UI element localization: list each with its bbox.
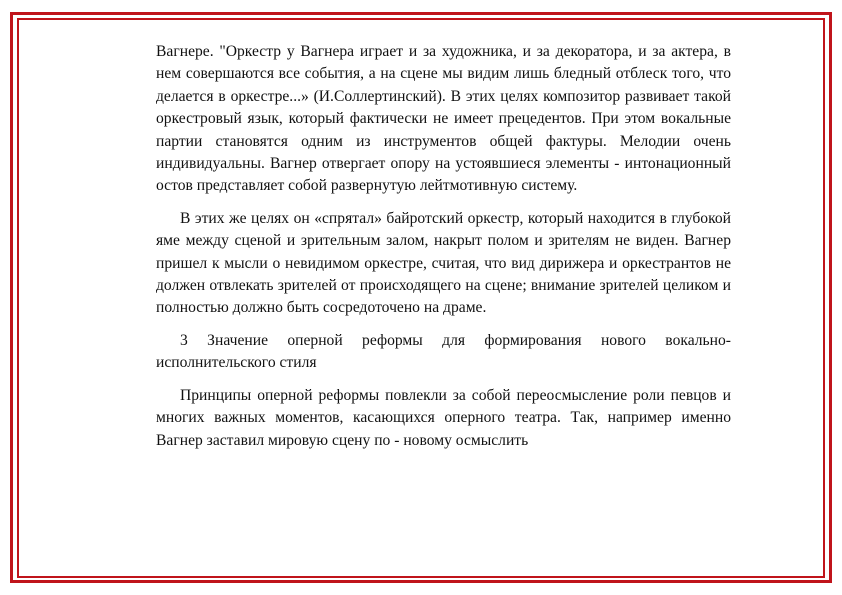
- paragraph-hidden-orchestra: В этих же целях он «спрятал» байротский оркестр, который находится в глубокой яме между сценой и зрительным залом, накрыт полом и зрителям не виден. Вагнер пришел к мысли о невидимом оркестре, считая, что вид дирижера и оркестрантов не должен отвлекать зрителей от происходящего на сцене; внимание зрителей целиком и полностью должно быть сосредоточено на драме.: [156, 209, 731, 317]
- section-heading: 3 Значение оперной реформы для формирования нового вокально-исполнительского стиля: [156, 331, 731, 372]
- text-body: [156, 41, 731, 452]
- paragraph-reform-principles: Принципы оперной реформы повлекли за собой переосмысление роли певцов и многих важных моментов, касающихся оперного театра. Так, например именно Вагнер заставил мировую сцену по - новому осмыслить: [156, 386, 731, 449]
- paragraph-orchestra-role: Вагнере. "Оркестр у Вагнера играет и за художника, и за декоратора, и за актера, в нем совершаются все события, а на сцене мы видим лишь бледный отблеск того, что делается в оркестре...» (И.Соллертинский). В этих целях композитор развивает такой оркестровый язык, который фактически не имеет прецедентов. При этом вокальные партии становятся одним из инструментов общей фактуры. Мелодии очень индивидуальны. Вагнер отвергает опору на устоявшиеся элементы - интонационный остов представляет собой развернутую лейтмотивную систему.: [156, 43, 731, 195]
